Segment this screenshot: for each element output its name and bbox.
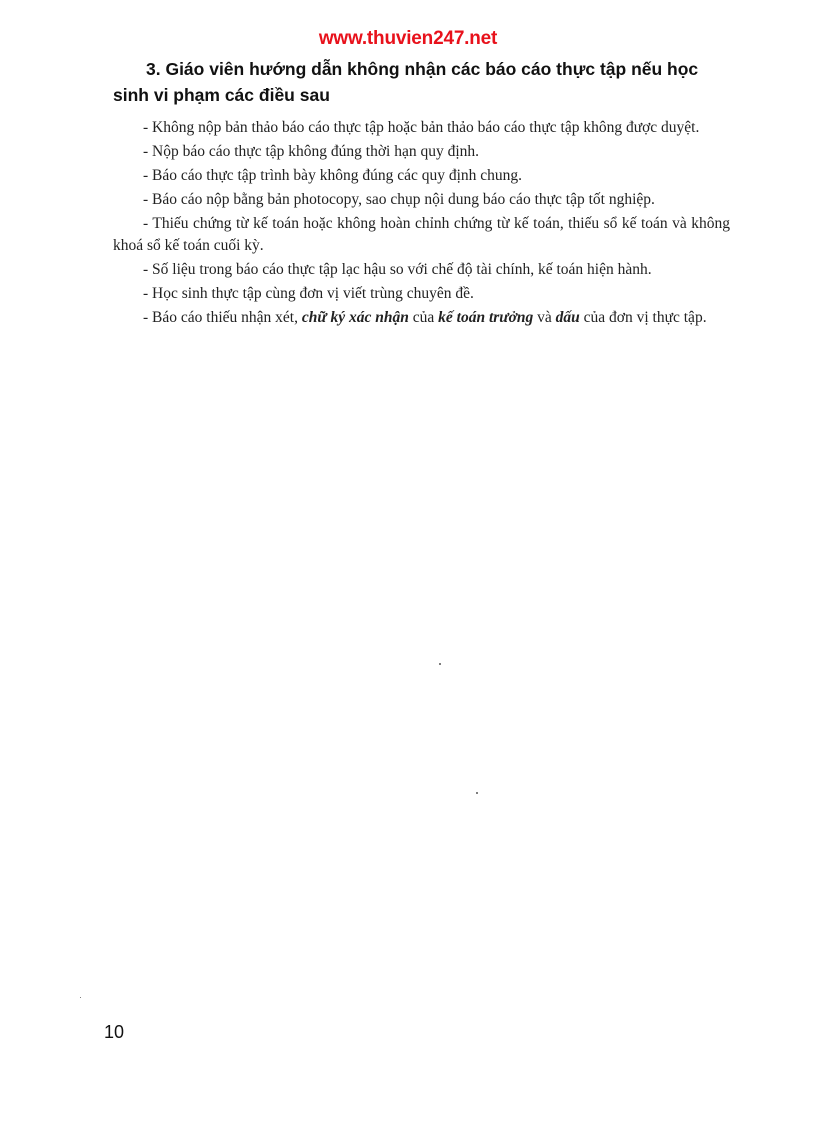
scan-speck: [476, 792, 478, 794]
text-fragment: của: [408, 308, 439, 326]
emphasis-signature: chữ ký xác nhận: [301, 308, 409, 326]
list-item: - Thiếu chứng từ kế toán hoặc không hoàn chỉnh chứng từ kế toán, thiếu sổ kế toán và không khoá sổ kế toán cuối kỳ.: [113, 215, 730, 254]
list-item: - Nộp báo cáo thực tập không đúng thời hạn quy định.: [143, 143, 480, 160]
scan-speck: [80, 997, 81, 998]
list-item: - Không nộp bản thảo báo cáo thực tập hoặc bản thảo báo cáo thực tập không được duyệt.: [143, 119, 700, 136]
scan-speck: [439, 663, 441, 665]
text-fragment: - Báo cáo thiếu nhận xét,: [143, 308, 302, 326]
list-item: - Số liệu trong báo cáo thực tập lạc hậu so với chế độ tài chính, kế toán hiện hành.: [143, 260, 652, 278]
text-fragment: của đơn vị thực tập.: [579, 308, 707, 326]
emphasis-chief-accountant: kế toán trưởng: [438, 308, 534, 326]
watermark-url[interactable]: www.thuvien247.net: [318, 28, 498, 49]
page-number: 10: [104, 1022, 125, 1042]
section-heading: 3. Giáo viên hướng dẫn không nhận các báo cáo thực tập nếu học sinh vi phạm các điều sau: [113, 59, 699, 105]
text-fragment: và: [533, 308, 556, 326]
list-item-last: [113, 307, 730, 329]
list-item: - Báo cáo thực tập trình bày không đúng các quy định chung.: [143, 167, 523, 184]
emphasis-seal: dấu: [555, 308, 580, 326]
list-item: - Báo cáo nộp bằng bản photocopy, sao chụp nội dung báo cáo thực tập tốt nghiệp.: [143, 191, 655, 208]
list-item: - Học sinh thực tập cùng đơn vị viết trùng chuyên đề.: [143, 284, 474, 302]
violation-list: [113, 117, 730, 331]
